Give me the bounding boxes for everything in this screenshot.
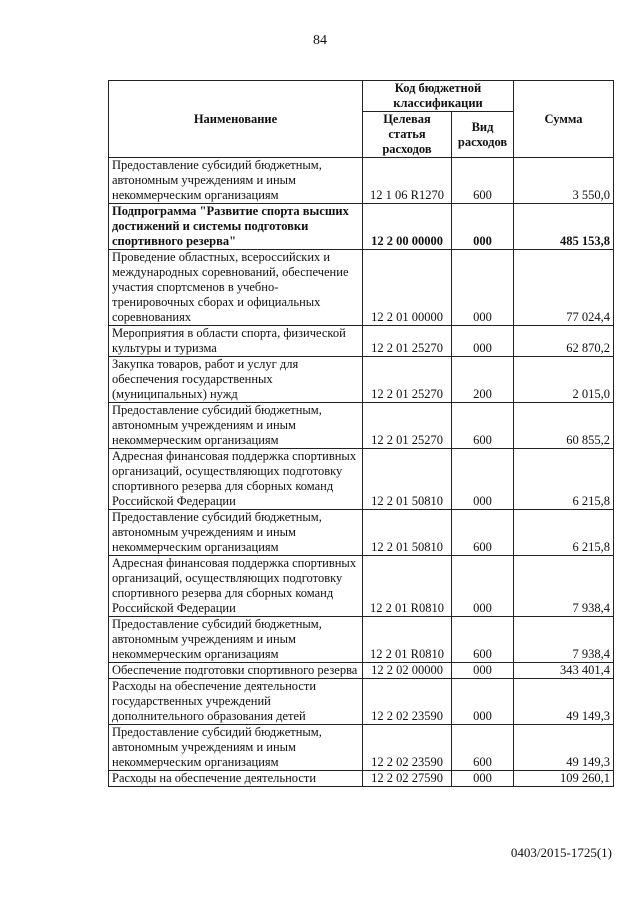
row-sum: 49 149,3: [514, 725, 614, 771]
row-expense-type: 000: [452, 679, 514, 725]
table-row: [109, 403, 614, 449]
row-target-item: 12 2 02 27590: [363, 771, 452, 787]
row-expense-type: 000: [452, 771, 514, 787]
row-sum: 109 260,1: [514, 771, 614, 787]
row-target-item: 12 2 02 23590: [363, 725, 452, 771]
table-row: [109, 771, 614, 787]
row-name: Расходы на обеспечение деятельности: [109, 771, 363, 787]
table-row: [109, 617, 614, 663]
table-body: [109, 158, 614, 787]
row-target-item: 12 2 01 R0810: [363, 556, 452, 617]
row-expense-type: 000: [452, 449, 514, 510]
row-name: Расходы на обеспечение деятельности государственных учреждений дополнительного образования детей: [109, 679, 363, 725]
row-expense-type: 200: [452, 357, 514, 403]
table-row: [109, 204, 614, 250]
row-expense-type: 600: [452, 617, 514, 663]
row-name: Предоставление субсидий бюджетным, автономным учреждениям и иным некоммерческим организациям: [109, 510, 363, 556]
row-sum: 6 215,8: [514, 510, 614, 556]
row-target-item: 12 2 01 25270: [363, 357, 452, 403]
row-target-item: 12 1 06 R1270: [363, 158, 452, 204]
document-code: 0403/2015-1725(1): [510, 845, 612, 860]
row-name: Адресная финансовая поддержка спортивных организаций, осуществляющих подготовку спортивного резерва для сборных команд Российской Федерации: [109, 556, 363, 617]
row-target-item: 12 2 00 00000: [363, 204, 452, 250]
row-name: Мероприятия в области спорта, физической культуры и туризма: [109, 326, 363, 357]
row-target-item: 12 2 01 50810: [363, 449, 452, 510]
table-row: [109, 679, 614, 725]
row-sum: 62 870,2: [514, 326, 614, 357]
row-name: Закупка товаров, работ и услуг для обеспечения государственных (муниципальных) нужд: [109, 357, 363, 403]
row-expense-type: 600: [452, 403, 514, 449]
row-target-item: 12 2 01 R0810: [363, 617, 452, 663]
row-name: Предоставление субсидий бюджетным, автономным учреждениям и иным некоммерческим организациям: [109, 617, 363, 663]
row-sum: 3 550,0: [514, 158, 614, 204]
header-target-item: Целевая статья расходов: [363, 112, 452, 158]
row-sum: 7 938,4: [514, 556, 614, 617]
header-sum: Сумма: [514, 81, 614, 158]
row-target-item: 12 2 01 50810: [363, 510, 452, 556]
table-row: [109, 663, 614, 679]
row-target-item: 12 2 02 00000: [363, 663, 452, 679]
header-expense-type: Вид расходов: [452, 112, 514, 158]
row-name: Обеспечение подготовки спортивного резерва: [109, 663, 363, 679]
row-sum: 7 938,4: [514, 617, 614, 663]
row-expense-type: 000: [452, 556, 514, 617]
header-code-group: Код бюджетной классификации: [363, 81, 514, 112]
budget-table: [108, 80, 614, 787]
row-expense-type: 600: [452, 158, 514, 204]
row-name: Подпрограмма "Развитие спорта высших достижений и системы подготовки спортивного резерва": [109, 204, 363, 250]
row-sum: 343 401,4: [514, 663, 614, 679]
row-sum: 6 215,8: [514, 449, 614, 510]
row-expense-type: 000: [452, 326, 514, 357]
row-name: Предоставление субсидий бюджетным, автономным учреждениям и иным некоммерческим организациям: [109, 403, 363, 449]
row-target-item: 12 2 02 23590: [363, 679, 452, 725]
row-sum: 60 855,2: [514, 403, 614, 449]
row-expense-type: 000: [452, 663, 514, 679]
row-expense-type: 600: [452, 510, 514, 556]
page-number: 84: [313, 33, 327, 48]
row-expense-type: 000: [452, 204, 514, 250]
row-sum: 49 149,3: [514, 679, 614, 725]
row-target-item: 12 2 01 25270: [363, 403, 452, 449]
row-target-item: 12 2 01 00000: [363, 250, 452, 326]
row-expense-type: 600: [452, 725, 514, 771]
row-sum: 485 153,8: [514, 204, 614, 250]
row-sum: 2 015,0: [514, 357, 614, 403]
table-row: [109, 326, 614, 357]
table-row: [109, 510, 614, 556]
table-row: [109, 449, 614, 510]
row-name: Проведение областных, всероссийских и международных соревнований, обеспечение участия спортсменов в учебно-тренировочных сборах и официальных соревнованиях: [109, 250, 363, 326]
table-row: [109, 556, 614, 617]
header-name: Наименование: [109, 81, 363, 158]
table-row: [109, 725, 614, 771]
row-target-item: 12 2 01 25270: [363, 326, 452, 357]
row-name: Предоставление субсидий бюджетным, автономным учреждениям и иным некоммерческим организациям: [109, 725, 363, 771]
table-row: [109, 250, 614, 326]
row-name: Адресная финансовая поддержка спортивных организаций, осуществляющих подготовку спортивного резерва для сборных команд Российской Федерации: [109, 449, 363, 510]
table-row: [109, 357, 614, 403]
row-expense-type: 000: [452, 250, 514, 326]
row-sum: 77 024,4: [514, 250, 614, 326]
row-name: Предоставление субсидий бюджетным, автономным учреждениям и иным некоммерческим организациям: [109, 158, 363, 204]
table-row: [109, 158, 614, 204]
